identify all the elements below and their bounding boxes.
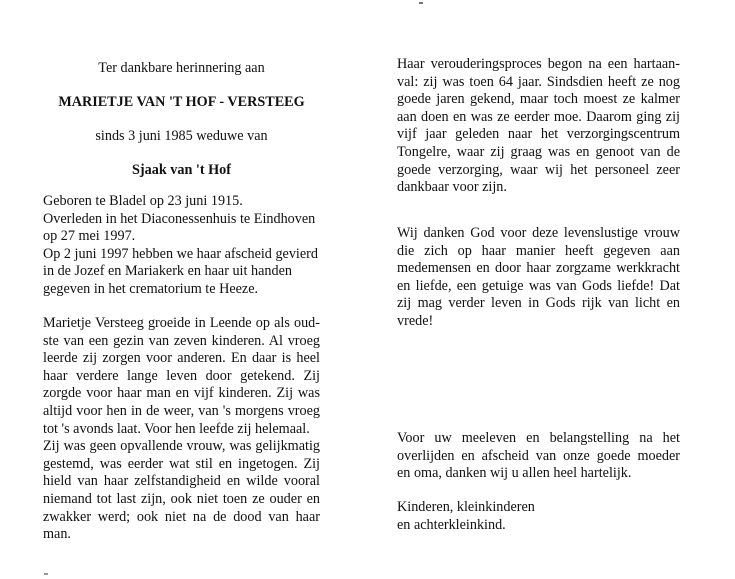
text-line: zorgde voor haar man en vijf kinderen. Zij was xyxy=(43,385,320,402)
text-line: en oma, danken wij u allen heel hartelijk. xyxy=(397,465,632,482)
text-line: Wij danken God voor deze levenslustige vrouw xyxy=(397,225,680,241)
text-line: Geboren te Bladel op 23 juni 1915. xyxy=(43,193,243,209)
text-line: haar verdere lange leven door getekend. Zij xyxy=(43,367,320,384)
text-line: Tongelre, waar zij graag was en genoot van de xyxy=(397,143,680,160)
text-line: gegeven in het crematorium te Heeze. xyxy=(43,280,259,297)
thanks-paragraph xyxy=(397,430,680,483)
text-line: niemand tot last zijn, ook niet toen ze ouder en xyxy=(43,490,320,507)
scan-mark xyxy=(44,573,48,575)
biography-paragraph xyxy=(43,315,320,544)
text-line: val: zij was toen 64 jaar. Sindsdien heeft ze nog xyxy=(397,73,680,90)
text-line: aan doen en was ze eerder moe. Daarom ging zij xyxy=(397,108,680,125)
spouse-name: Sjaak van 't Hof xyxy=(132,162,231,178)
text-line: Op 2 juni 1997 hebben we haar afscheid gevierd xyxy=(43,245,318,262)
text-line: Marietje Versteeg groeide in Leende op als oud- xyxy=(43,315,320,331)
text-line: die zich op haar manier heeft gegeven aan xyxy=(397,242,680,259)
deceased-name: MARIETJE VAN 'T HOF - VERSTEEG xyxy=(58,94,305,110)
text-line: zwakker werd; ook niet na de dood van haar xyxy=(43,508,320,525)
widow-since-line: sinds 3 juni 1985 weduwe van xyxy=(95,128,268,144)
signature-block xyxy=(397,499,680,534)
text-line: gestemd, was eerder wat stil en ingetogen. Zij xyxy=(43,455,320,472)
text-line: tot 's avonds laat. Voor hen leefde zij helemaal. xyxy=(43,420,310,437)
text-line: ste van een gezin van zeven kinderen. Al vroeg xyxy=(43,332,320,349)
scan-mark xyxy=(419,2,423,4)
text-line: overlijden en afscheid van onze goede moeder xyxy=(397,447,680,464)
text-line: hield van haar zelfstandigheid en wilde vooral xyxy=(43,473,320,490)
text-line: goede jaren gekend, maar toch moest ze kalmer xyxy=(397,91,680,108)
text-line: Kinderen, kleinkinderen xyxy=(397,499,535,515)
text-line: altijd voor hen in de weer, van 's morgens vroeg xyxy=(43,402,320,419)
text-line: medemensen en door haar zorgzame werkkracht xyxy=(397,260,680,277)
text-line: op 27 mei 1997. xyxy=(43,228,136,245)
life-dates-paragraph xyxy=(43,193,320,299)
text-line: Zij was geen opvallende vrouw, was gelijkmatig xyxy=(43,438,320,455)
text-line: in de Jozef en Mariakerk en haar uit handen xyxy=(43,263,292,280)
text-line: dankbaar voor zijn. xyxy=(397,179,507,196)
text-line: Haar verouderingsproces begon na een hartaan- xyxy=(397,56,680,72)
text-line: man. xyxy=(43,526,71,543)
text-line: Overleden in het Diaconessenhuis te Eindhoven xyxy=(43,210,316,227)
intro-line: Ter dankbare herinnering aan xyxy=(98,60,265,76)
text-line: Voor uw meeleven en belangstelling na het xyxy=(397,430,680,446)
text-line: vijf jaar geleden naar het verzorgingscentrum xyxy=(397,126,680,143)
text-line: en liefde, een getuige was van Gods liefde! Dat xyxy=(397,277,680,294)
text-line: vrede! xyxy=(397,312,434,329)
text-line: zij mag verder leven in Gods rijk van licht en xyxy=(397,295,680,312)
text-line: en achterkleinkind. xyxy=(397,516,506,533)
aging-paragraph xyxy=(397,56,680,197)
text-line: goede verzorging, waar wij het personeel zeer xyxy=(397,161,680,178)
text-line: leerde zij zorgen voor anderen. En daar is heel xyxy=(43,350,320,367)
gratitude-paragraph xyxy=(397,225,680,331)
